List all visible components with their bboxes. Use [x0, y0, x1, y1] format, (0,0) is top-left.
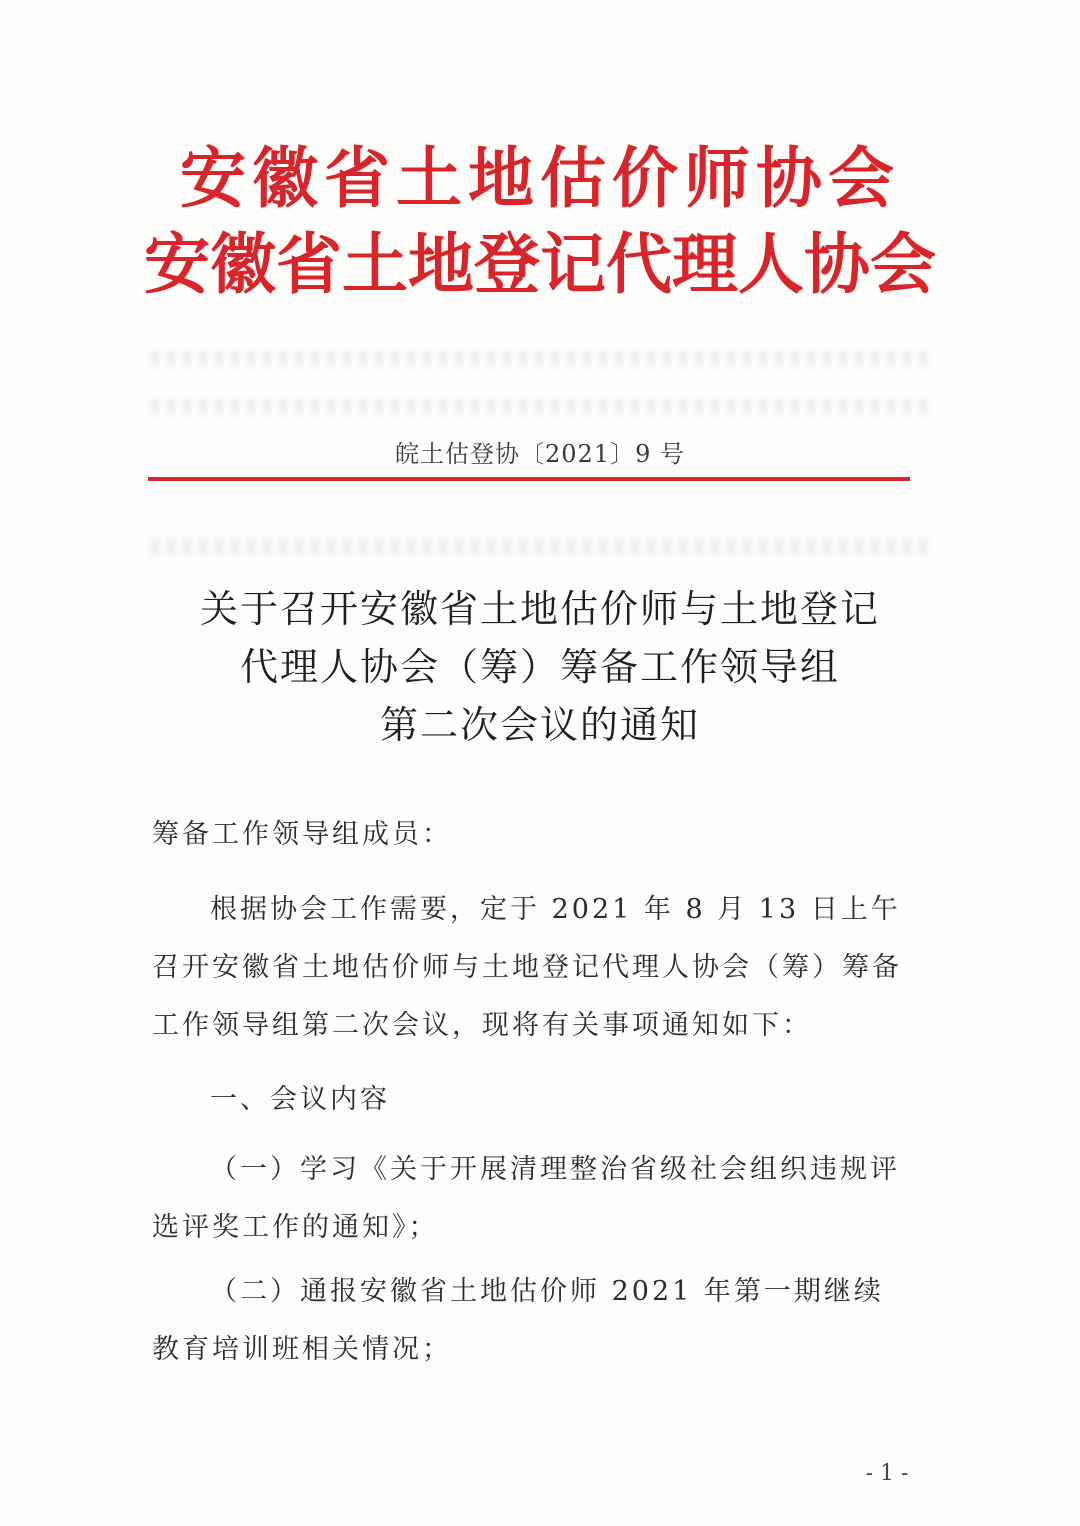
document-number: 皖土估登协〔2021〕9 号: [395, 440, 685, 468]
issuing-org-line-2: 安徽省土地登记代理人协会: [144, 226, 936, 303]
intro-paragraph: 根据协会工作需要，定于 2021 年 8 月 13 日上午召开安徽省土地估价师与土地登记代理人协会（筹）筹备工作领导组第二次会议，现将有关事项通知如下：: [152, 894, 902, 1041]
salutation: 筹备工作领导组成员：: [152, 819, 452, 850]
red-separator-line: [148, 477, 910, 481]
notice-title-line-3: 第二次会议的通知: [379, 703, 700, 747]
bleed-through-shadow: [150, 350, 930, 368]
agenda-item-2: （二）通报安徽省土地估价师 2021 年第一期继续教育培训班相关情况；: [152, 1276, 884, 1365]
bleed-through-shadow: [150, 538, 930, 556]
notice-title-line-1: 关于召开安徽省土地估价师与土地登记: [199, 587, 880, 631]
notice-title: [0, 580, 1080, 754]
section-heading-meeting-content: 一、会议内容: [210, 1084, 390, 1115]
issuing-org-line-1: 安徽省土地估价师协会: [180, 140, 900, 217]
notice-title-line-2: 代理人协会（筹）筹备工作领导组: [239, 645, 840, 689]
bleed-through-shadow: [150, 398, 930, 416]
page-number: - 1 -: [865, 1461, 909, 1486]
agenda-item-1: （一）学习《关于开展清理整治省级社会组织违规评选评奖工作的通知》；: [152, 1154, 900, 1243]
